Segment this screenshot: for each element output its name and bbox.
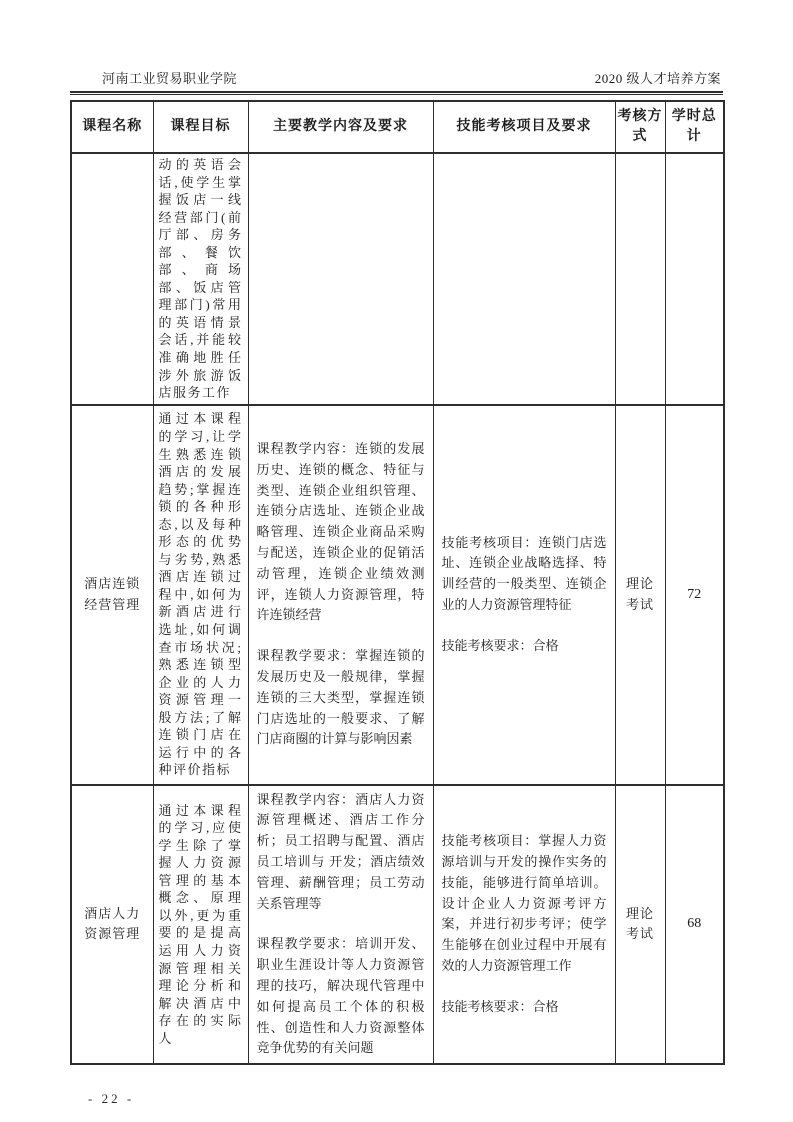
cell-course-name: 酒店人力资源管理 [71, 785, 153, 1065]
page-header [70, 68, 723, 91]
assessment-items-paragraph: 技能考核项目：连锁门店选址、连锁企业战略选择、特训经营的一般类型、连锁企业的人力资源管理特征 [441, 534, 607, 613]
col-header-method: 考核方式 [615, 101, 665, 153]
cell-total-hours [665, 153, 724, 405]
cell-skill-assessment [433, 405, 615, 785]
teaching-requirements-paragraph: 课程教学要求：掌握连锁的发展历史及一般规律，掌握连锁的三大类型，掌握连锁门店选址的一般要求、了解门店商圈的计算与影响因素 [256, 648, 425, 747]
table-row-continued-course [71, 153, 724, 405]
cell-exam-method: 理论考试 [615, 785, 665, 1065]
cell-exam-method: 理论考试 [615, 405, 665, 785]
cell-teaching-content [248, 153, 433, 405]
header-rule [70, 91, 723, 95]
cell-course-objectives: 动的英语会话,使学生掌握饭店一线经营部门(前厅部、房务部、餐饮部、商场部、饭店管理部门)常用的英语情景会话,并能较准确地胜任涉外旅游饭店服务工作 [153, 153, 248, 405]
header-plan-title: 2020 级人才培养方案 [594, 71, 721, 86]
col-header-objectives: 课程目标 [153, 101, 248, 153]
course-table [70, 100, 725, 1065]
cell-course-objectives: 通过本课程的学习,应使学生除了掌握人力资源管理的基本概念、原理以外,更为重要的是提高运用人力资源管理相关理论分析和解决酒店中存在的实际人 [153, 785, 248, 1065]
cell-course-objectives: 通过本课程的学习,让学生熟悉连锁酒店的发展趋势;掌握连锁的各种形态,以及每种形态的优势与劣势,熟悉酒店连锁过程中,如何为新酒店进行选址,如何调查市场状况;熟悉连锁型企业的人力资源管理一般方法;了解连锁门店在运行中的各种评价指标 [153, 405, 248, 785]
col-header-assessment: 技能考核项目及要求 [433, 101, 615, 153]
assessment-requirements-paragraph: 技能考核要求：合格 [441, 998, 559, 1014]
page-number: - 22 - [88, 1091, 135, 1107]
cell-course-name: 酒店连锁经营管理 [71, 405, 153, 785]
cell-teaching-content [248, 405, 433, 785]
cell-teaching-content [248, 785, 433, 1065]
assessment-requirements-paragraph: 技能考核要求：合格 [441, 637, 559, 653]
cell-total-hours: 68 [665, 785, 724, 1065]
teaching-requirements-paragraph: 课程教学要求：培训开发、职业生涯设计等人力资源管理的技巧，解决现代管理中如何提高员工个体的积极性、创造性和人力资源整体竞争优势的有关问题 [256, 936, 425, 1056]
assessment-items-paragraph: 技能考核项目：掌握人力资源培训与开发的操作实务的技能，能够进行简单培训。设计企业人力资源考评方案，并进行初步考评；使学生能够在创业过程中开展有效的人力资源管理工作 [441, 833, 607, 974]
header-school-name: 河南工业贸易职业学院 [102, 71, 238, 86]
table-header-row [71, 101, 724, 153]
table-row-hotel-hr-management [71, 785, 724, 1065]
col-header-content: 主要教学内容及要求 [248, 101, 433, 153]
cell-skill-assessment [433, 785, 615, 1065]
col-header-hours: 学时总计 [665, 101, 724, 153]
table-row-hotel-chain-management [71, 405, 724, 785]
cell-course-name [71, 153, 153, 405]
cell-exam-method [615, 153, 665, 405]
cell-total-hours: 72 [665, 405, 724, 785]
teaching-content-paragraph: 课程教学内容：连锁的发展历史、连锁的概念、特征与类型、连锁企业组织管理、连锁分店选址、连锁企业战略管理、连锁企业商品采购与配送，连锁企业的促销活动管理，连锁企业绩效测评，连锁人力资源管理，特许连锁经营 [256, 441, 425, 623]
teaching-content-paragraph: 课程教学内容：酒店人力资源管理概述、酒店工作分析；员工招聘与配置、酒店员工培训与 开发；酒店绩效管理、薪酬管理；员工劳动关系管理等 [256, 791, 425, 911]
cell-skill-assessment [433, 153, 615, 405]
col-header-course-name: 课程名称 [71, 101, 153, 153]
